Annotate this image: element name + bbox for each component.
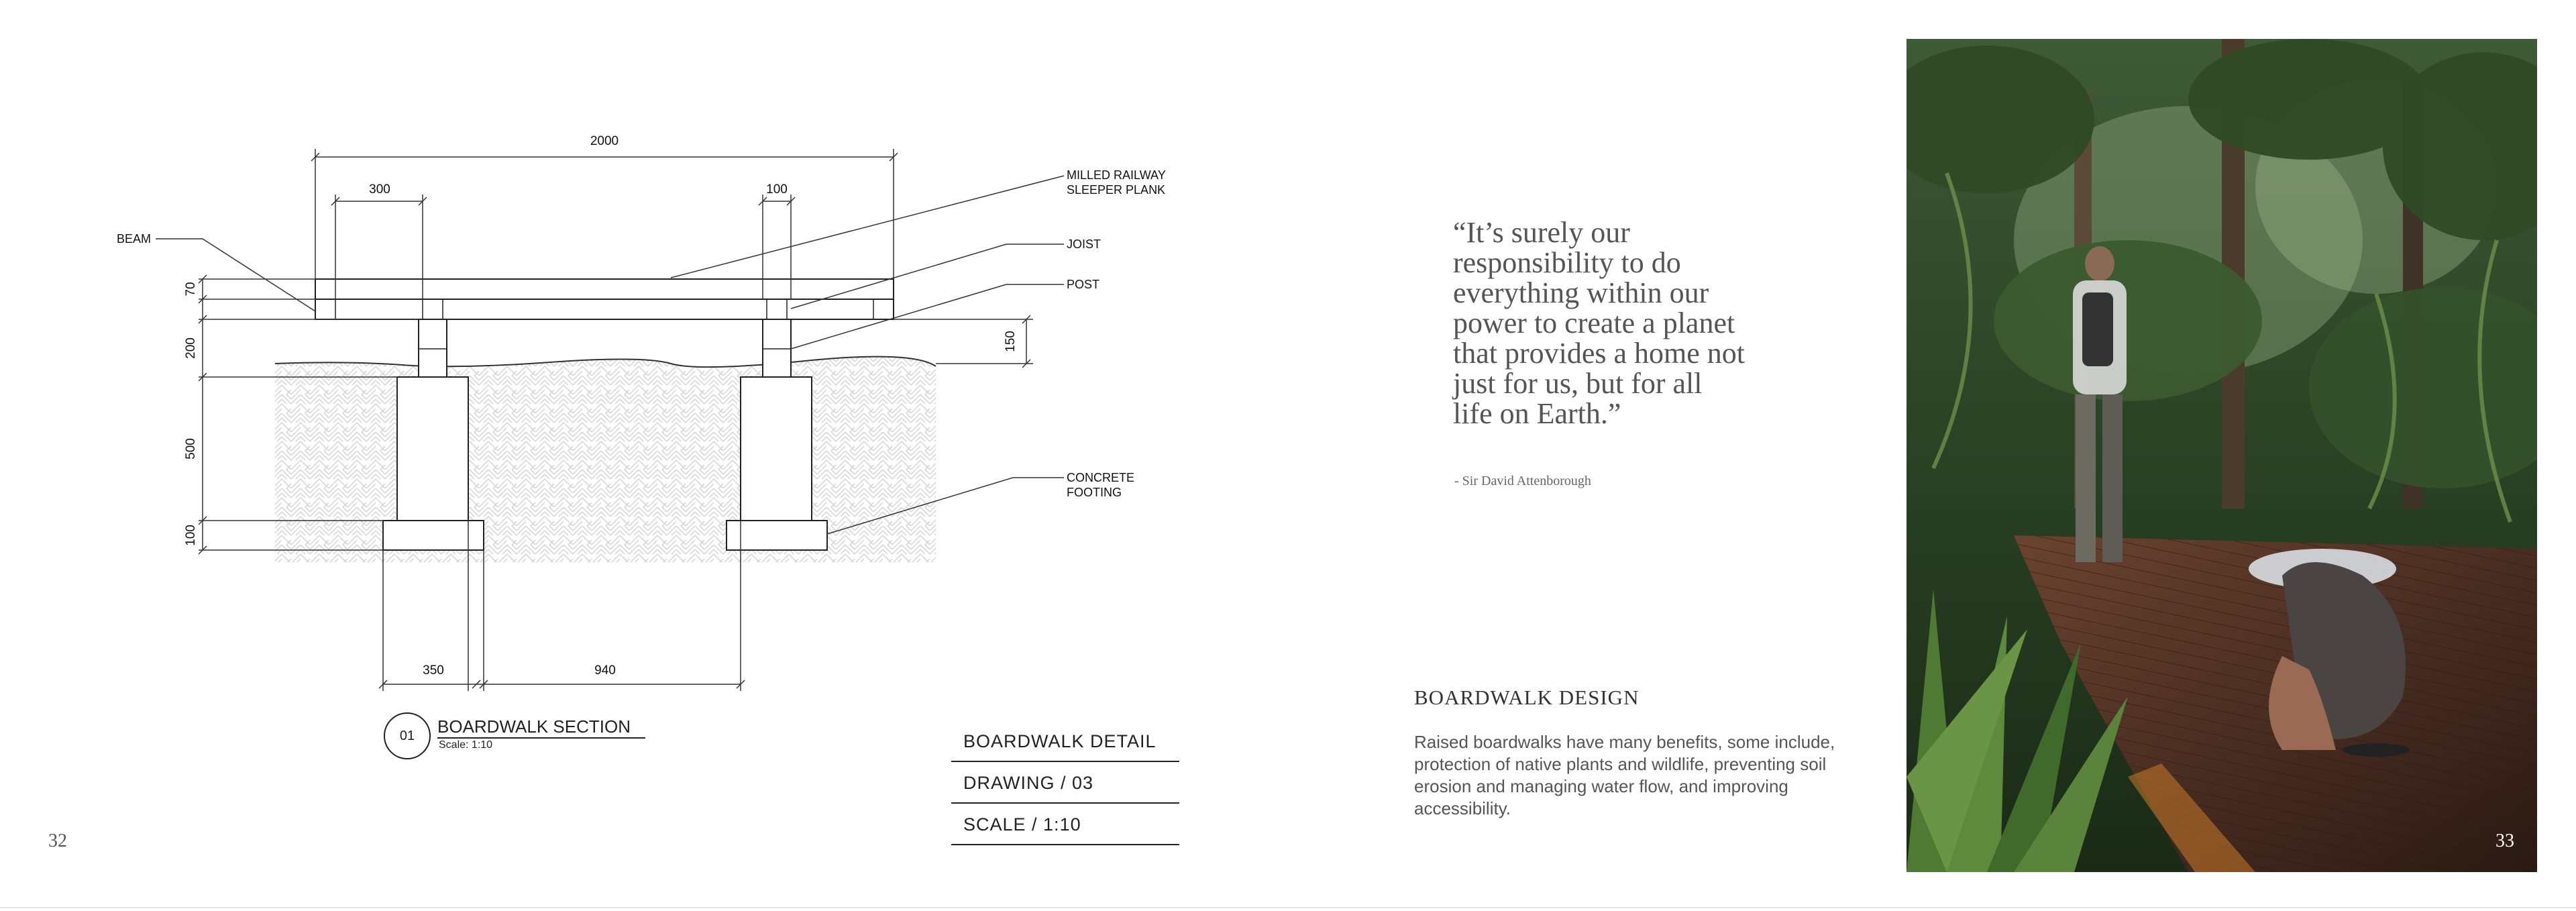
sleeper-plank	[315, 279, 894, 299]
footing-left	[397, 377, 468, 521]
callout-plank-line2: SLEEPER PLANK	[1067, 183, 1166, 197]
callout-footing-line1: CONCRETE	[1067, 471, 1135, 484]
page-number-left: 32	[48, 830, 67, 851]
dim-post-width-right: 100	[766, 182, 788, 197]
dim-post-width-left: 300	[369, 182, 390, 197]
dim-footing-depth: 500	[184, 438, 198, 460]
dim-plank-height: 70	[184, 282, 198, 297]
post-right	[763, 319, 791, 377]
title-block-detail: BOARDWALK DETAIL	[951, 726, 1179, 762]
drawing-title-block	[951, 726, 1179, 851]
footing-right-base	[727, 521, 827, 550]
section-title: BOARDWALK SECTION	[437, 716, 645, 739]
dim-joist-height: 200	[184, 337, 198, 359]
callout-footing-line2: FOOTING	[1067, 486, 1122, 499]
callout-joist: JOIST	[1067, 237, 1102, 251]
quote-text: “It’s surely our responsibility to do everything within our power to create a planet that provides a home not just for us, but for all life on Earth.”	[1453, 216, 1746, 430]
section-number-bubble: 01	[384, 712, 431, 759]
callout-plank-line1: MILLED RAILWAY	[1067, 168, 1166, 182]
dim-overall-width: 2000	[590, 134, 619, 148]
boardwalk-render-image	[1907, 39, 2537, 872]
joist	[315, 299, 894, 319]
quote-author: - Sir David Attenborough	[1454, 474, 1591, 488]
boardwalk-section-drawing	[0, 0, 1208, 711]
title-block-scale: SCALE / 1:10	[951, 809, 1179, 845]
design-heading: BOARDWALK DESIGN	[1414, 686, 1640, 709]
dim-footing-spacing: 940	[594, 663, 616, 678]
design-body: Raised boardwalks have many benefits, some include, protection of native plants and wildlife, preventing soil erosion and managing water flow, and improving accessibility.	[1414, 732, 1835, 818]
post-left	[419, 319, 447, 377]
callout-beam: BEAM	[117, 232, 152, 246]
page-bottom-rule	[0, 907, 2576, 908]
dim-footing-base: 100	[184, 525, 198, 546]
dim-footing-width: 350	[423, 663, 444, 678]
page-number-right: 33	[2496, 830, 2514, 851]
title-block-drawing-number: DRAWING / 03	[951, 767, 1179, 804]
section-scale: Scale: 1:10	[439, 739, 493, 751]
dim-ground-clearance: 150	[1004, 331, 1018, 352]
footing-right	[741, 377, 812, 521]
callout-post: POST	[1067, 278, 1100, 291]
